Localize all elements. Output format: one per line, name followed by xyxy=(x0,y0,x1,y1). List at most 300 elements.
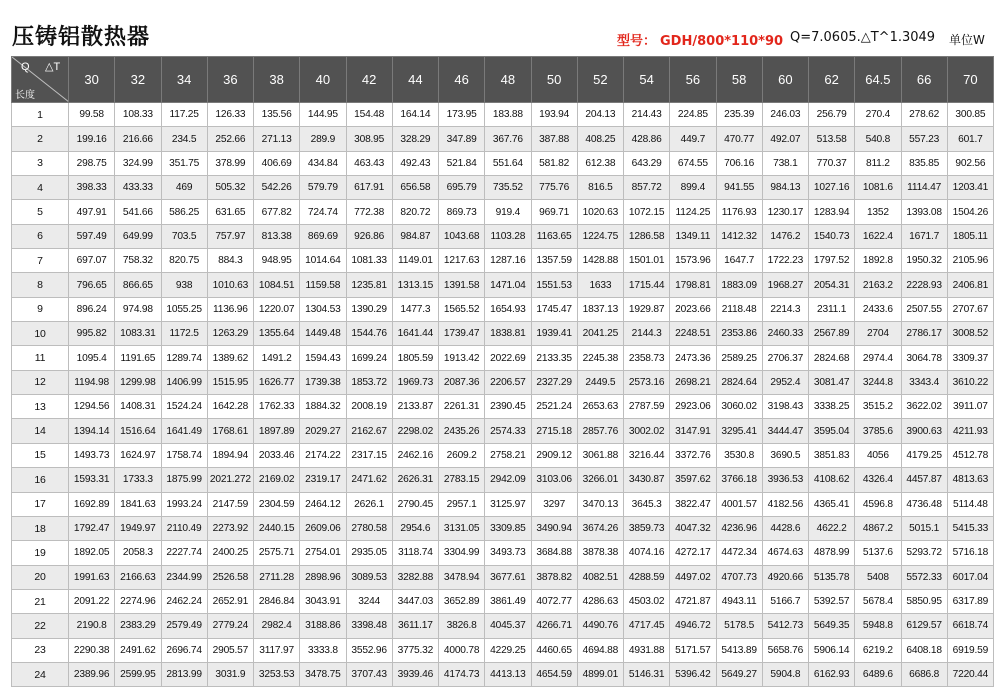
value-cell: 2706.37 xyxy=(762,346,808,370)
value-cell: 1594.43 xyxy=(300,346,346,370)
delta-t-header: 46 xyxy=(439,57,485,103)
value-cell: 820.72 xyxy=(392,200,438,224)
value-cell: 1968.27 xyxy=(762,273,808,297)
value-cell: 2406.81 xyxy=(947,273,993,297)
value-cell: 4946.72 xyxy=(670,614,716,638)
value-cell: 724.74 xyxy=(300,200,346,224)
value-cell: 2190.8 xyxy=(69,614,115,638)
value-cell: 3244.8 xyxy=(855,370,901,394)
value-cell: 1084.51 xyxy=(254,273,300,297)
delta-t-header: 50 xyxy=(531,57,577,103)
value-cell: 1671.7 xyxy=(901,224,947,248)
value-cell: 1477.3 xyxy=(392,297,438,321)
value-cell: 1203.41 xyxy=(947,176,993,200)
value-cell: 2857.76 xyxy=(577,419,623,443)
value-cell: 1217.63 xyxy=(439,249,485,273)
length-cell: 18 xyxy=(12,516,69,540)
value-cell: 2942.09 xyxy=(485,468,531,492)
model-value: GDH/800*110*90 xyxy=(660,34,784,49)
value-cell: 1352 xyxy=(855,200,901,224)
value-cell: 3900.63 xyxy=(901,419,947,443)
value-cell: 521.84 xyxy=(439,151,485,175)
value-cell: 6408.18 xyxy=(901,638,947,662)
value-cell: 3859.73 xyxy=(624,516,670,540)
value-cell: 1626.77 xyxy=(254,370,300,394)
value-cell: 1230.17 xyxy=(762,200,808,224)
value-cell: 4082.51 xyxy=(577,565,623,589)
value-cell: 3478.94 xyxy=(439,565,485,589)
length-cell: 9 xyxy=(12,297,69,321)
value-cell: 2021.272 xyxy=(207,468,253,492)
value-cell: 4674.63 xyxy=(762,541,808,565)
value-cell: 4182.56 xyxy=(762,492,808,516)
value-cell: 2353.86 xyxy=(716,322,762,346)
value-cell: 2273.92 xyxy=(207,516,253,540)
value-cell: 919.4 xyxy=(485,200,531,224)
value-cell: 3343.4 xyxy=(901,370,947,394)
value-cell: 2575.71 xyxy=(254,541,300,565)
value-cell: 557.23 xyxy=(901,127,947,151)
value-cell: 2824.68 xyxy=(809,346,855,370)
value-cell: 2390.45 xyxy=(485,395,531,419)
value-cell: 3309.85 xyxy=(485,516,531,540)
value-cell: 1355.64 xyxy=(254,322,300,346)
value-cell: 612.38 xyxy=(577,151,623,175)
value-cell: 2118.48 xyxy=(716,297,762,321)
length-cell: 15 xyxy=(12,443,69,467)
value-cell: 6686.8 xyxy=(901,662,947,686)
value-cell: 3652.89 xyxy=(439,589,485,613)
value-cell: 347.89 xyxy=(439,127,485,151)
value-cell: 469 xyxy=(161,176,207,200)
value-cell: 135.56 xyxy=(254,103,300,127)
value-cell: 4736.48 xyxy=(901,492,947,516)
value-cell: 4047.32 xyxy=(670,516,716,540)
value-cell: 1449.48 xyxy=(300,322,346,346)
value-cell: 1875.99 xyxy=(161,468,207,492)
delta-t-header: 52 xyxy=(577,57,623,103)
value-cell: 4460.65 xyxy=(531,638,577,662)
value-cell: 2974.4 xyxy=(855,346,901,370)
value-cell: 1501.01 xyxy=(624,249,670,273)
value-cell: 4878.99 xyxy=(809,541,855,565)
value-cell: 278.62 xyxy=(901,103,947,127)
length-cell: 23 xyxy=(12,638,69,662)
value-cell: 4472.34 xyxy=(716,541,762,565)
value-cell: 1883.09 xyxy=(716,273,762,297)
value-cell: 796.65 xyxy=(69,273,115,297)
delta-t-header: 34 xyxy=(161,57,207,103)
value-cell: 126.33 xyxy=(207,103,253,127)
value-cell: 1969.73 xyxy=(392,370,438,394)
value-cell: 1299.98 xyxy=(115,370,161,394)
value-cell: 2567.89 xyxy=(809,322,855,346)
value-cell: 408.25 xyxy=(577,127,623,151)
value-cell: 3338.25 xyxy=(809,395,855,419)
value-cell: 735.52 xyxy=(485,176,531,200)
value-cell: 1289.74 xyxy=(161,346,207,370)
value-cell: 541.66 xyxy=(115,200,161,224)
value-cell: 3878.82 xyxy=(531,565,577,589)
value-cell: 270.4 xyxy=(855,103,901,127)
value-cell: 351.75 xyxy=(161,151,207,175)
value-cell: 3398.48 xyxy=(346,614,392,638)
delta-t-header: 62 xyxy=(809,57,855,103)
value-cell: 1853.72 xyxy=(346,370,392,394)
value-cell: 235.39 xyxy=(716,103,762,127)
value-cell: 1103.28 xyxy=(485,224,531,248)
value-cell: 2704 xyxy=(855,322,901,346)
value-cell: 4056 xyxy=(855,443,901,467)
heat-output-table xyxy=(11,56,994,687)
value-cell: 770.37 xyxy=(809,151,855,175)
value-cell: 3936.53 xyxy=(762,468,808,492)
value-cell: 4899.01 xyxy=(577,662,623,686)
value-cell: 6129.57 xyxy=(901,614,947,638)
value-cell: 1913.42 xyxy=(439,346,485,370)
value-cell: 2023.66 xyxy=(670,297,716,321)
length-cell: 22 xyxy=(12,614,69,638)
value-cell: 6219.2 xyxy=(855,638,901,662)
value-cell: 4288.59 xyxy=(624,565,670,589)
value-cell: 2029.27 xyxy=(300,419,346,443)
value-cell: 3188.86 xyxy=(300,614,346,638)
value-cell: 497.91 xyxy=(69,200,115,224)
value-cell: 4413.13 xyxy=(485,662,531,686)
table-row xyxy=(12,638,994,662)
value-cell: 5171.57 xyxy=(670,638,716,662)
value-cell: 2954.6 xyxy=(392,516,438,540)
value-cell: 4813.63 xyxy=(947,468,993,492)
value-cell: 4943.11 xyxy=(716,589,762,613)
value-cell: 1939.41 xyxy=(531,322,577,346)
value-cell: 2653.63 xyxy=(577,395,623,419)
value-cell: 1544.76 xyxy=(346,322,392,346)
value-cell: 3785.6 xyxy=(855,419,901,443)
model-label: 型号： xyxy=(617,34,657,49)
value-cell: 3117.97 xyxy=(254,638,300,662)
value-cell: 3081.47 xyxy=(809,370,855,394)
value-cell: 3147.91 xyxy=(670,419,716,443)
value-cell: 1798.81 xyxy=(670,273,716,297)
value-cell: 3043.91 xyxy=(300,589,346,613)
value-cell: 4266.71 xyxy=(531,614,577,638)
value-cell: 5649.27 xyxy=(716,662,762,686)
value-cell: 2383.29 xyxy=(115,614,161,638)
length-cell: 10 xyxy=(12,322,69,346)
value-cell: 1412.32 xyxy=(716,224,762,248)
value-cell: 216.66 xyxy=(115,127,161,151)
value-cell: 1357.59 xyxy=(531,249,577,273)
value-cell: 183.88 xyxy=(485,103,531,127)
value-cell: 2579.49 xyxy=(161,614,207,638)
value-cell: 4694.88 xyxy=(577,638,623,662)
value-cell: 697.07 xyxy=(69,249,115,273)
value-cell: 2435.26 xyxy=(439,419,485,443)
delta-t-header: 36 xyxy=(207,57,253,103)
value-cell: 3677.61 xyxy=(485,565,531,589)
value-cell: 775.76 xyxy=(531,176,577,200)
value-cell: 406.69 xyxy=(254,151,300,175)
value-cell: 324.99 xyxy=(115,151,161,175)
length-cell: 17 xyxy=(12,492,69,516)
value-cell: 896.24 xyxy=(69,297,115,321)
value-cell: 99.58 xyxy=(69,103,115,127)
table-row xyxy=(12,662,994,686)
value-cell: 617.91 xyxy=(346,176,392,200)
value-cell: 706.16 xyxy=(716,151,762,175)
value-cell: 6489.6 xyxy=(855,662,901,686)
value-cell: 2471.62 xyxy=(346,468,392,492)
value-cell: 2626.31 xyxy=(392,468,438,492)
value-cell: 4365.41 xyxy=(809,492,855,516)
value-cell: 1428.88 xyxy=(577,249,623,273)
value-cell: 1950.32 xyxy=(901,249,947,273)
value-cell: 2091.22 xyxy=(69,589,115,613)
value-cell: 1287.16 xyxy=(485,249,531,273)
value-cell: 1622.4 xyxy=(855,224,901,248)
value-cell: 1313.15 xyxy=(392,273,438,297)
value-cell: 2609.06 xyxy=(300,516,346,540)
value-cell: 4931.88 xyxy=(624,638,670,662)
value-cell: 3125.97 xyxy=(485,492,531,516)
value-cell: 505.32 xyxy=(207,176,253,200)
value-cell: 656.58 xyxy=(392,176,438,200)
value-cell: 2982.4 xyxy=(254,614,300,638)
value-cell: 4717.45 xyxy=(624,614,670,638)
delta-t-header: 54 xyxy=(624,57,670,103)
value-cell: 1010.63 xyxy=(207,273,253,297)
value-cell: 4074.16 xyxy=(624,541,670,565)
value-cell: 3515.2 xyxy=(855,395,901,419)
value-cell: 1114.47 xyxy=(901,176,947,200)
value-cell: 5166.7 xyxy=(762,589,808,613)
table-row xyxy=(12,565,994,589)
length-cell: 14 xyxy=(12,419,69,443)
value-cell: 1408.31 xyxy=(115,395,161,419)
value-cell: 677.82 xyxy=(254,200,300,224)
value-cell: 2433.6 xyxy=(855,297,901,321)
value-cell: 1739.38 xyxy=(300,370,346,394)
value-cell: 1838.81 xyxy=(485,322,531,346)
value-cell: 308.95 xyxy=(346,127,392,151)
length-cell: 8 xyxy=(12,273,69,297)
value-cell: 2599.95 xyxy=(115,662,161,686)
value-cell: 234.5 xyxy=(161,127,207,151)
value-cell: 3622.02 xyxy=(901,395,947,419)
value-cell: 2440.15 xyxy=(254,516,300,540)
value-cell: 2813.99 xyxy=(161,662,207,686)
value-cell: 3878.38 xyxy=(577,541,623,565)
value-cell: 108.33 xyxy=(115,103,161,127)
corner-header xyxy=(12,57,69,103)
value-cell: 2245.38 xyxy=(577,346,623,370)
value-cell: 4428.6 xyxy=(762,516,808,540)
table-row xyxy=(12,249,994,273)
value-cell: 2290.38 xyxy=(69,638,115,662)
value-cell: 2473.36 xyxy=(670,346,716,370)
value-cell: 2274.96 xyxy=(115,589,161,613)
delta-t-header: 70 xyxy=(947,57,993,103)
value-cell: 2626.1 xyxy=(346,492,392,516)
value-cell: 1647.7 xyxy=(716,249,762,273)
value-cell: 3707.43 xyxy=(346,662,392,686)
delta-t-header: 60 xyxy=(762,57,808,103)
value-cell: 2521.24 xyxy=(531,395,577,419)
value-cell: 984.13 xyxy=(762,176,808,200)
value-cell: 4497.02 xyxy=(670,565,716,589)
table-row xyxy=(12,516,994,540)
value-cell: 1722.23 xyxy=(762,249,808,273)
value-cell: 1642.28 xyxy=(207,395,253,419)
value-cell: 5850.95 xyxy=(901,589,947,613)
value-cell: 1633 xyxy=(577,273,623,297)
value-cell: 5906.14 xyxy=(809,638,855,662)
value-cell: 3690.5 xyxy=(762,443,808,467)
value-cell: 1837.13 xyxy=(577,297,623,321)
value-cell: 2214.3 xyxy=(762,297,808,321)
value-cell: 1471.04 xyxy=(485,273,531,297)
value-cell: 3297 xyxy=(531,492,577,516)
table-row xyxy=(12,127,994,151)
value-cell: 695.79 xyxy=(439,176,485,200)
value-cell: 1841.63 xyxy=(115,492,161,516)
length-cell: 6 xyxy=(12,224,69,248)
delta-t-header: 48 xyxy=(485,57,531,103)
value-cell: 2957.1 xyxy=(439,492,485,516)
value-cell: 224.85 xyxy=(670,103,716,127)
value-cell: 1349.11 xyxy=(670,224,716,248)
value-cell: 738.1 xyxy=(762,151,808,175)
value-cell: 2790.45 xyxy=(392,492,438,516)
value-cell: 2589.25 xyxy=(716,346,762,370)
value-cell: 2449.5 xyxy=(577,370,623,394)
value-cell: 1768.61 xyxy=(207,419,253,443)
value-cell: 1540.73 xyxy=(809,224,855,248)
value-cell: 300.85 xyxy=(947,103,993,127)
value-cell: 4229.25 xyxy=(485,638,531,662)
table-row xyxy=(12,395,994,419)
value-cell: 643.29 xyxy=(624,151,670,175)
value-cell: 2133.35 xyxy=(531,346,577,370)
page-title: 压铸铝散热器 xyxy=(12,25,151,50)
value-cell: 271.13 xyxy=(254,127,300,151)
value-cell: 969.71 xyxy=(531,200,577,224)
corner-delta-t-label: △T xyxy=(45,61,61,73)
value-cell: 367.76 xyxy=(485,127,531,151)
value-cell: 2909.12 xyxy=(531,443,577,467)
value-cell: 2319.17 xyxy=(300,468,346,492)
delta-t-header: 42 xyxy=(346,57,392,103)
value-cell: 1739.47 xyxy=(439,322,485,346)
table-row xyxy=(12,297,994,321)
value-cell: 4596.8 xyxy=(855,492,901,516)
value-cell: 1406.99 xyxy=(161,370,207,394)
value-cell: 1220.07 xyxy=(254,297,300,321)
value-cell: 869.69 xyxy=(300,224,346,248)
value-cell: 1929.87 xyxy=(624,297,670,321)
value-cell: 2846.84 xyxy=(254,589,300,613)
value-cell: 434.84 xyxy=(300,151,346,175)
value-cell: 1641.49 xyxy=(161,419,207,443)
length-cell: 24 xyxy=(12,662,69,686)
value-cell: 4721.87 xyxy=(670,589,716,613)
value-cell: 5948.8 xyxy=(855,614,901,638)
value-cell: 1055.25 xyxy=(161,297,207,321)
value-cell: 433.33 xyxy=(115,176,161,200)
value-cell: 4272.17 xyxy=(670,541,716,565)
delta-t-header: 38 xyxy=(254,57,300,103)
value-cell: 2711.28 xyxy=(254,565,300,589)
value-cell: 1884.32 xyxy=(300,395,346,419)
delta-t-header: 66 xyxy=(901,57,947,103)
value-cell: 2206.57 xyxy=(485,370,531,394)
value-cell: 387.88 xyxy=(531,127,577,151)
value-cell: 4072.77 xyxy=(531,589,577,613)
value-cell: 2058.3 xyxy=(115,541,161,565)
value-cell: 328.29 xyxy=(392,127,438,151)
value-cell: 938 xyxy=(161,273,207,297)
delta-t-header: 30 xyxy=(69,57,115,103)
value-cell: 6618.74 xyxy=(947,614,993,638)
value-cell: 164.14 xyxy=(392,103,438,127)
value-cell: 5396.42 xyxy=(670,662,716,686)
value-cell: 1124.25 xyxy=(670,200,716,224)
value-cell: 2779.24 xyxy=(207,614,253,638)
value-cell: 2935.05 xyxy=(346,541,392,565)
value-cell: 1797.52 xyxy=(809,249,855,273)
value-cell: 3309.37 xyxy=(947,346,993,370)
value-cell: 1654.93 xyxy=(485,297,531,321)
value-cell: 3851.83 xyxy=(809,443,855,467)
value-cell: 492.43 xyxy=(392,151,438,175)
value-cell: 1524.24 xyxy=(161,395,207,419)
value-cell: 4326.4 xyxy=(855,468,901,492)
corner-q-label: Q xyxy=(21,61,30,73)
value-cell: 1020.63 xyxy=(577,200,623,224)
value-cell: 3295.41 xyxy=(716,419,762,443)
value-cell: 2110.49 xyxy=(161,516,207,540)
value-cell: 5392.57 xyxy=(809,589,855,613)
length-cell: 11 xyxy=(12,346,69,370)
value-cell: 2462.16 xyxy=(392,443,438,467)
value-cell: 378.99 xyxy=(207,151,253,175)
value-cell: 4174.73 xyxy=(439,662,485,686)
table-row xyxy=(12,176,994,200)
value-cell: 3611.17 xyxy=(392,614,438,638)
value-cell: 2174.22 xyxy=(300,443,346,467)
value-cell: 2464.12 xyxy=(300,492,346,516)
value-cell: 926.86 xyxy=(346,224,392,248)
value-cell: 2022.69 xyxy=(485,346,531,370)
table-row xyxy=(12,322,994,346)
value-cell: 3002.02 xyxy=(624,419,670,443)
value-cell: 1762.33 xyxy=(254,395,300,419)
value-cell: 2041.25 xyxy=(577,322,623,346)
value-cell: 1072.15 xyxy=(624,200,670,224)
length-cell: 13 xyxy=(12,395,69,419)
value-cell: 2304.59 xyxy=(254,492,300,516)
value-cell: 1805.59 xyxy=(392,346,438,370)
value-cell: 5649.35 xyxy=(809,614,855,638)
value-cell: 4622.2 xyxy=(809,516,855,540)
table-row xyxy=(12,589,994,613)
value-cell: 1516.64 xyxy=(115,419,161,443)
value-cell: 5146.31 xyxy=(624,662,670,686)
value-cell: 3118.74 xyxy=(392,541,438,565)
value-cell: 1224.75 xyxy=(577,224,623,248)
value-cell: 2169.02 xyxy=(254,468,300,492)
